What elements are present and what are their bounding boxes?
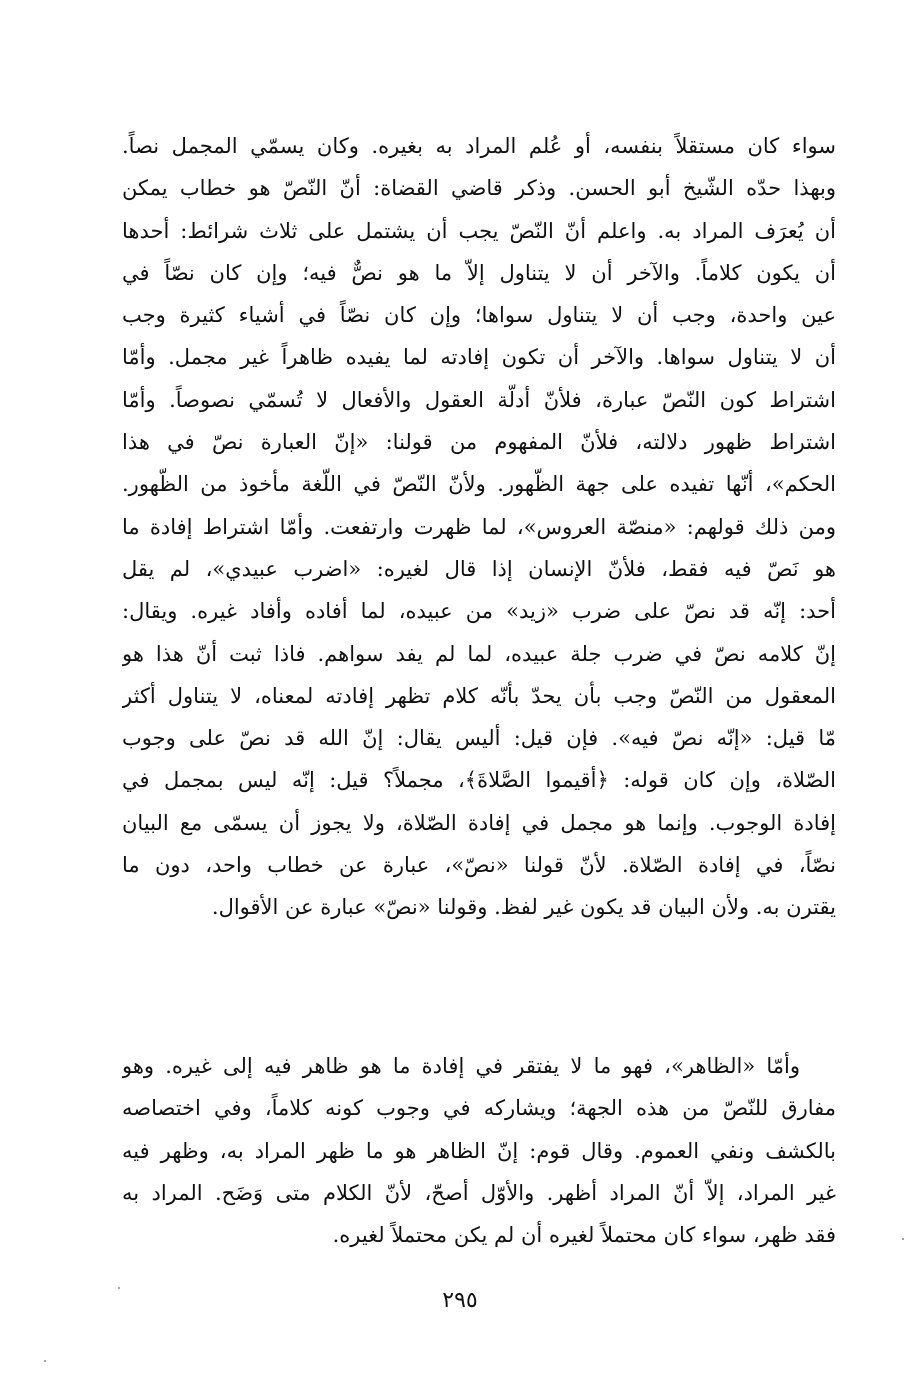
text-line: وأمّا «الظاهر»، فهو ما لا يفتقر في إفادة ما هو ظاهر فيه إلى غيره. وهو <box>122 1054 800 1078</box>
text-line: يقترن به. ولأن البيان قد يكون غير لفظ. وقولنا «نصّ» عبارة عن الأقوال. <box>211 895 836 920</box>
text-line: هو نَصّ فيه فقط، فلأنّ الإنسان إذا قال لغيره: «اضرب عبيدي»، لم يقل <box>122 556 836 581</box>
text-line: أن يكون كلاماً. والآخر أن لا يتناول إلاّ ما هو نصٌّ فيه؛ وإن كان نصّاً في <box>122 260 836 285</box>
scan-speck <box>902 1238 904 1240</box>
text-line: اشتراط ظهور دلالته، فلأنّ المفهوم من قولنا: «إنّ العبارة نصّ في هذا <box>122 430 836 455</box>
page-number: ٢٩٥ <box>442 1288 478 1313</box>
text-line: عين واحدة، وجب أن لا يتناول سواها؛ وإن كان نصّاً في أشياء كثيرة وجب <box>122 303 836 328</box>
text-line: أحد: إنّه قد نصّ على ضرب «زيد» من عبيده، لما أفاده وأفاد غيره. ويقال: <box>122 599 836 624</box>
text-line: الصّلاة، وإن كان قوله: ﴿أقيموا الصَّلاةَ﴾، مجملاً؟ قيل: إنّه ليس بمجمل في <box>122 768 836 793</box>
text-line: بالكشف ونفي العموم. وقال قوم: إنّ الظاهر هو ما ظهر المراد به، وظهر فيه <box>122 1138 836 1163</box>
text-line: أن يُعرَف المراد به. واعلم أنّ النّصّ يجب أن يشتمل على ثلاث شرائط: أحدها <box>122 218 836 243</box>
text-line: فقد ظهر، سواء كان محتملاً لغيره أن لم يكن محتملاً لغيره. <box>332 1223 836 1248</box>
text-line: أن لا يتناول سواها. والآخر أن تكون إفادته لما يفيده ظاهراً غير مجمل. وأمّا <box>122 345 836 370</box>
text-line: المعقول من النّصّ وجب بأن يحدّ بأنّه كلام تظهر إفادته لمعناه، لا يتناول أكثر <box>122 683 836 708</box>
paragraph-2 <box>122 1045 836 1256</box>
text-line: ومن ذلك قولهم: «منصّة العروس»، لما ظهرت وارتفعت. وأمّا اشتراط إفادة ما <box>122 514 836 539</box>
text-line: وبهذا حدّه الشّيخ أبو الحسن. وذكر قاضي القضاة: أنّ النّصّ هو خطاب يمكن <box>122 176 836 201</box>
text-line: غير المراد، إلاّ أنّ المراد أظهر. والأوّل أصحّ، لأنّ الكلام متى وَضَح. المراد به <box>122 1180 836 1205</box>
scan-speck <box>44 1360 46 1362</box>
text-line: الحكم»، أنّها تفيده على جهة الظّهور. ولأنّ النّصّ في اللّغة مأخوذ من الظّهور. <box>122 472 836 497</box>
text-line: مّا قيل: «إنّه نصّ فيه». فإن قيل: أليس يقال: إنّ الله قد نصّ على وجوب <box>122 726 836 751</box>
text-line: نصّاً، في إفادة الصّلاة. لأنّ قولنا «نصّ»، عبارة عن خطاب واحد، دون ما <box>122 853 836 878</box>
text-line: إنّ كلامه نصّ في ضرب جلة عبيده، لما لم يفد سواهم. فاذا ثبت أنّ هذا هو <box>122 641 836 666</box>
scan-speck <box>118 1287 120 1289</box>
text-line: إفادة الوجوب. وإنما هو مجمل في إفادة الصّلاة، ولا يجوز أن يسمّى مع البيان <box>122 810 836 835</box>
text-line: اشتراط كون النّصّ عبارة، فلأنّ أدلّة العقول والأفعال لا تُسمّي نصوصاً. وأمّا <box>122 387 836 412</box>
text-line: مفارق للنّصّ من هذه الجهة؛ ويشاركه في وجوب كونه كلاماً، وفي اختصاصه <box>122 1096 836 1121</box>
text-line: سواء كان مستقلاً بنفسه، أو عُلم المراد به بغيره. وكان يسمّي المجمل نصاً. <box>122 134 836 158</box>
paragraph-1 <box>122 125 836 929</box>
